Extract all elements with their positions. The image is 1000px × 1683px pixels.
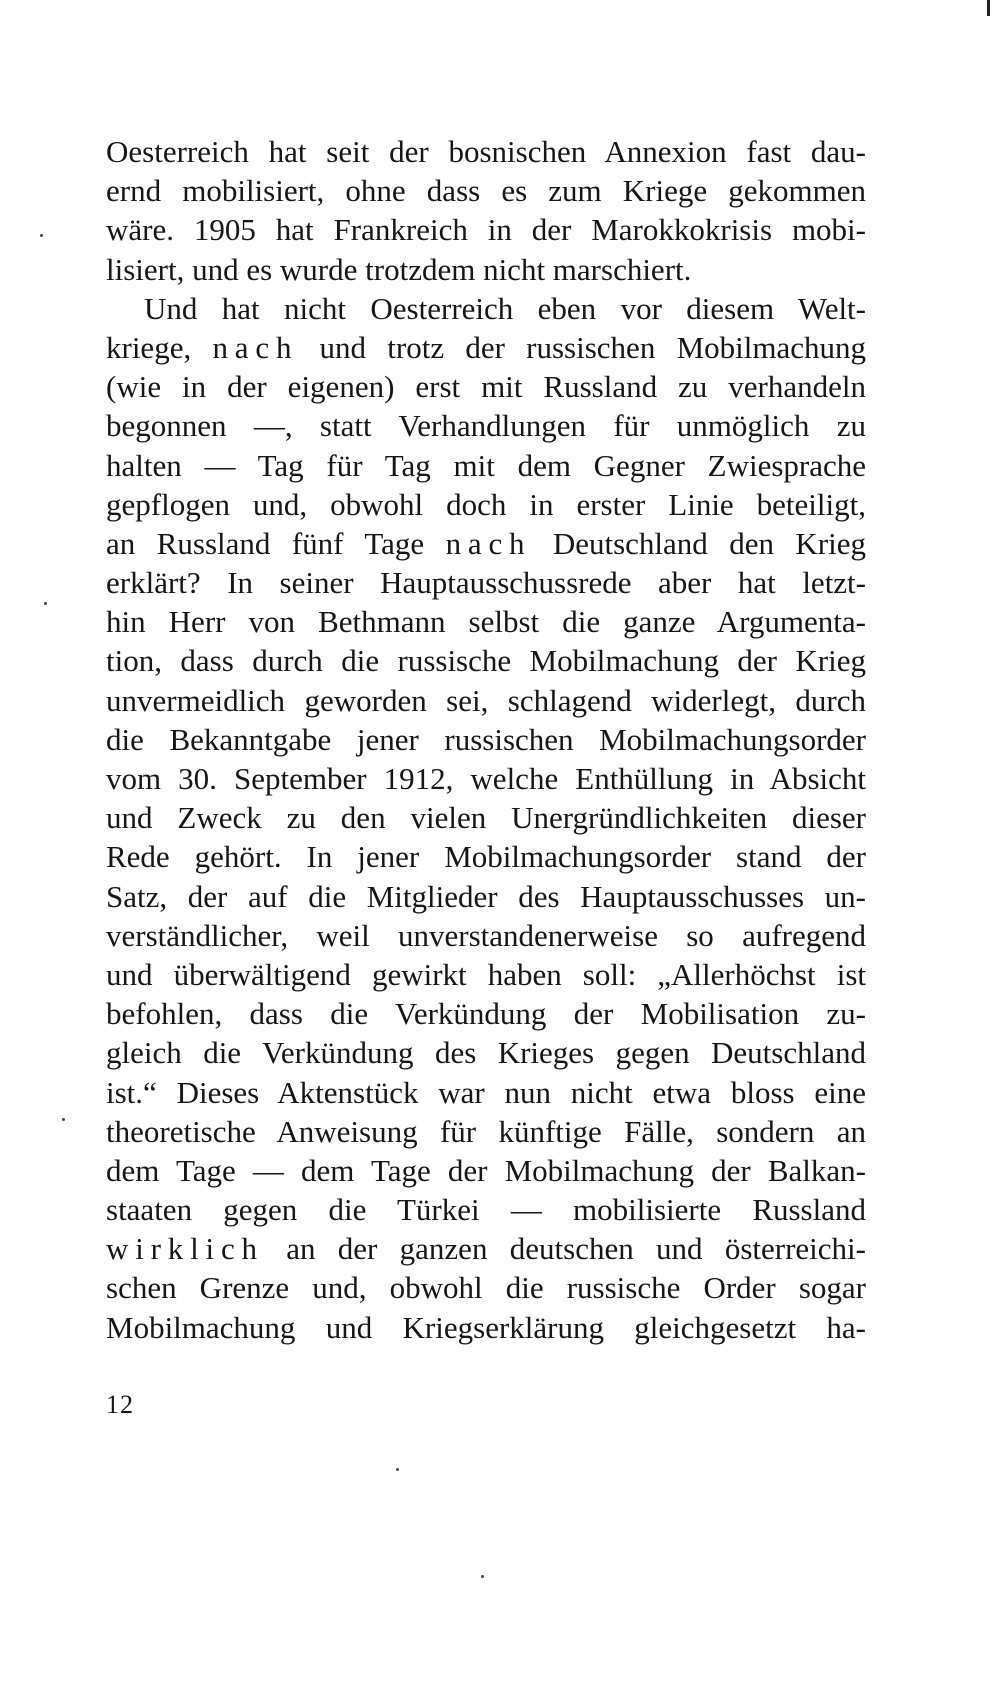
text-line: ist.“ Dieses Aktenstück war nun nicht etwa bloss eine [106,1074,866,1110]
text-line: an Russland fünf Tage nach Deutschland den Krieg [106,525,866,561]
scan-speck [481,1575,484,1578]
text-line: halten — Tag für Tag mit dem Gegner Zwiesprache [106,447,866,483]
text-line: Satz, der auf die Mitglieder des Hauptausschusses un- [106,878,866,914]
text-line: begonnen —, statt Verhandlungen für unmöglich zu [106,408,866,444]
text-line: unvermeidlich geworden sei, schlagend widerlegt, durch [106,682,866,718]
text-line: befohlen, dass die Verkündung der Mobilisation zu- [106,996,866,1032]
text-line: wirklich an der ganzen deutschen und österreichi- [106,1231,866,1267]
text-line: tion, dass durch die russische Mobilmachung der Krieg [106,643,866,679]
scan-speck [44,602,47,605]
text-line: dem Tage — dem Tage der Mobilmachung der Balkan- [106,1152,866,1188]
text-line: Oesterreich hat seit der bosnischen Annexion fast dau- [106,134,866,169]
text-line: lisiert, und es wurde trotzdem nicht marschiert. [106,251,692,287]
scan-speck [40,234,43,237]
body-text [106,132,866,1347]
scan-speck [62,1118,65,1121]
scan-edge-mark [987,0,990,16]
text-line: und Zweck zu den vielen Unergründlichkeiten dieser [106,800,866,836]
emphasized-word: wirklich [106,1231,264,1267]
text-line: staaten gegen die Türkei — mobilisierte Russland [106,1192,866,1228]
text-line: erklärt? In seiner Hauptausschussrede aber hat letzt- [106,565,866,601]
text-line: vom 30. September 1912, welche Enthüllung in Absicht [106,761,866,796]
text-line: theoretische Anweisung für künftige Fälle, sondern an [106,1113,866,1149]
text-line: Rede gehört. In jener Mobilmachungsorder stand der [106,839,866,875]
text-line: (wie in der eigenen) erst mit Russland zu verhandeln [106,369,866,405]
text-line: Und hat nicht Oesterreich eben vor diesem Welt- [144,290,866,326]
text-line: ernd mobilisiert, ohne dass es zum Kriege gekommen [106,173,866,209]
text-line: Mobilmachung und Kriegserklärung gleichgesetzt ha- [106,1309,866,1345]
text-line: hin Herr von Bethmann selbst die ganze Argumenta- [106,604,866,640]
text-line: schen Grenze und, obwohl die russische Order sogar [106,1270,866,1306]
text-line: verständlicher, weil unverstandenerweise so aufregend [106,917,866,953]
text-line: die Bekanntgabe jener russischen Mobilmachungsorder [106,721,866,757]
text-line: gleich die Verkündung des Krieges gegen Deutschland [106,1035,866,1071]
text-line: kriege, nach und trotz der russischen Mobilmachung [106,329,866,365]
text-line: wäre. 1905 hat Frankreich in der Marokkokrisis mobi- [106,212,866,248]
text-line: gepflogen und, obwohl doch in erster Linie beteiligt, [106,486,866,522]
scan-speck [396,1468,399,1471]
emphasized-word: nach [445,525,532,561]
emphasized-word: nach [212,329,299,365]
page-number: 12 [106,1390,134,1419]
text-line: und überwältigend gewirkt haben soll: „Allerhöchst ist [106,956,866,992]
